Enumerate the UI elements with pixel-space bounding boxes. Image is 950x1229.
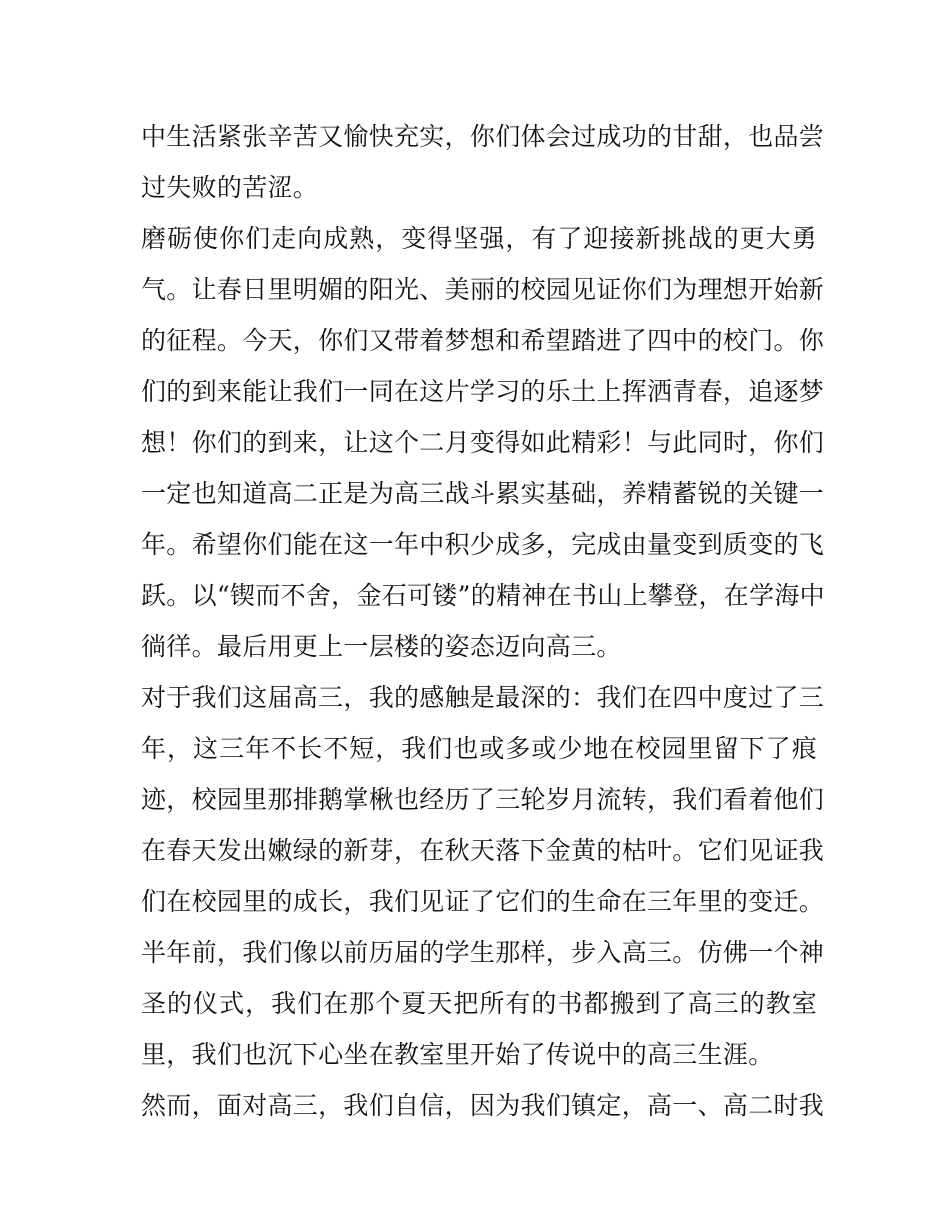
text-line: 圣的仪式，我们在那个夏天把所有的书都搬到了高三的教室: [141, 989, 817, 1018]
document-body: [141, 111, 825, 1131]
text-line: 然而，面对高三，我们自信，因为我们镇定，高一、高二时我: [141, 1091, 825, 1120]
text-line: 在春天发出嫩绿的新芽，在秋天落下金黄的枯叶。它们见证我: [141, 836, 825, 865]
text-line: 对于我们这届高三，我的感触是最深的：我们在四中度过了三: [141, 683, 825, 712]
text-line: 一定也知道高二正是为高三战斗累实基础，养精蓄锐的关键一: [141, 479, 825, 508]
text-line: 跃。以“锲而不舍，金石可镂”的精神在书山上攀登，在学海中: [141, 581, 825, 610]
text-line: 气。让春日里明媚的阳光、美丽的校园见证你们为理想开始新: [141, 275, 825, 304]
text-line: 们在校园里的成长，我们见证了它们的生命在三年里的变迁。: [141, 887, 825, 916]
text-line: 半年前，我们像以前历届的学生那样，步入高三。仿佛一个神: [141, 938, 825, 967]
text-line: 迹，校园里那排鹅掌楸也经历了三轮岁月流转，我们看着他们: [141, 785, 825, 814]
text-line: 想！你们的到来，让这个二月变得如此精彩！与此同时，你们: [141, 428, 825, 457]
text-line: 们的到来能让我们一同在这片学习的乐土上挥洒青春，追逐梦: [141, 377, 825, 406]
text-line: 年。希望你们能在这一年中积少成多，完成由量变到质变的飞: [141, 530, 825, 559]
text-line: 的征程。今天，你们又带着梦想和希望踏进了四中的校门。你: [141, 326, 825, 355]
text-line: 里，我们也沉下心坐在教室里开始了传说中的高三生涯。: [141, 1040, 774, 1069]
text-line: 中生活紧张辛苦又愉快充实，你们体会过成功的甘甜，也品尝: [141, 122, 825, 151]
text-line: 磨砺使你们走向成熟，变得坚强，有了迎接新挑战的更大勇: [141, 224, 817, 253]
text-line: 过失败的苦涩。: [141, 173, 319, 202]
text-line: 徜徉。最后用更上一层楼的姿态迈向高三。: [141, 632, 622, 661]
text-line: 年，这三年不长不短，我们也或多或少地在校园里留下了痕: [141, 734, 817, 763]
